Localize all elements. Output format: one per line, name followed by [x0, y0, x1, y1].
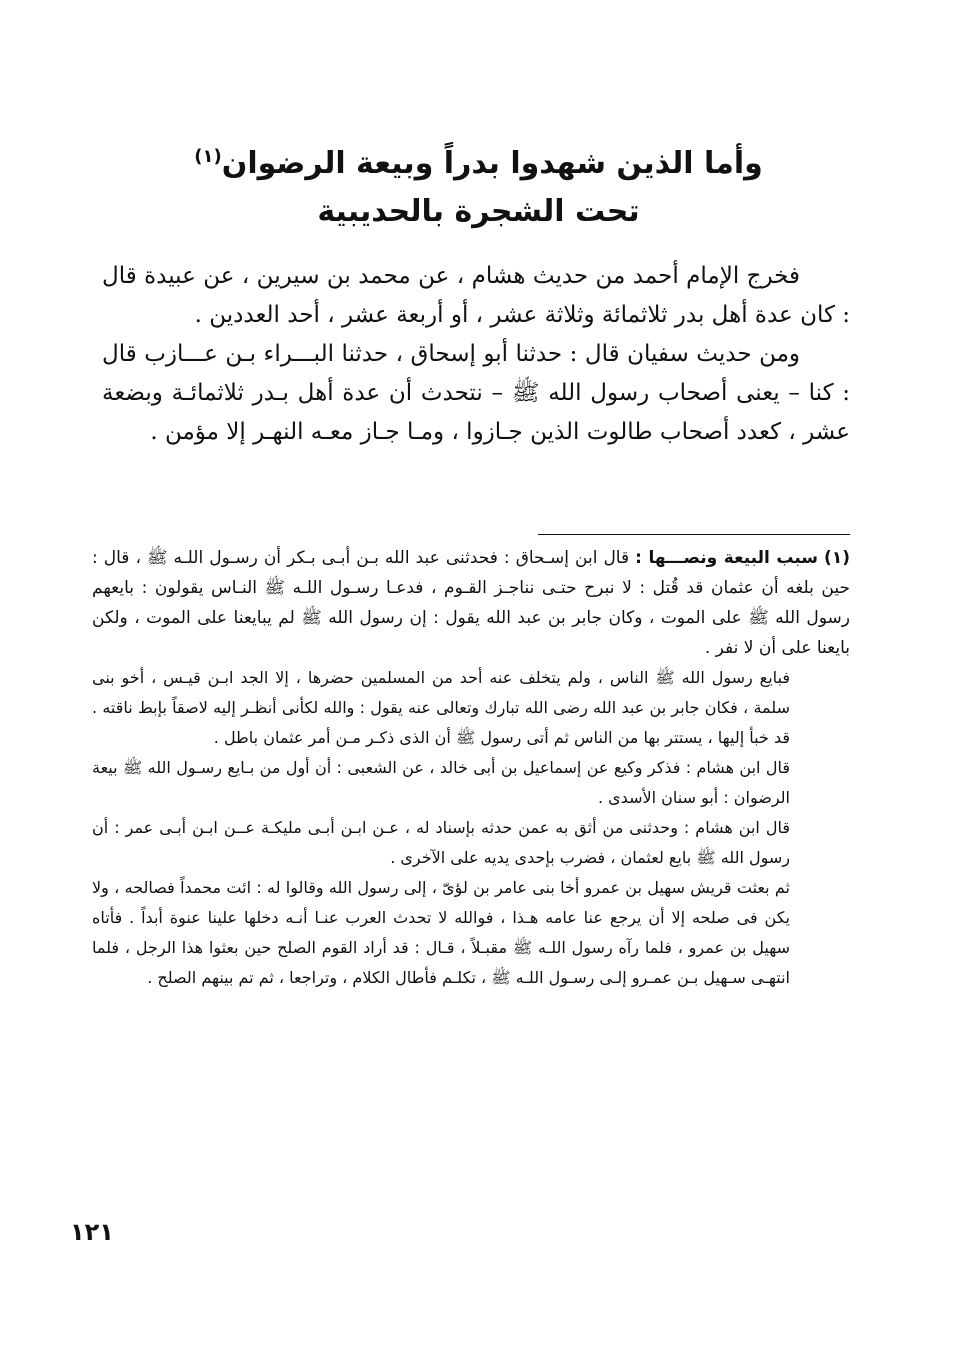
footnote-paragraph-3: قال ابن هشام : فذكر وكيع عن إسماعيل بن أبى خالد ، عن الشعبى : أن أول من بـايع رسـول الله ﷺ بيعة الرضوان : أبو سنان الأسدى . — [92, 758, 790, 807]
chapter-title-line-1 — [0, 140, 957, 188]
main-paragraph-2: ومن حديث سفيان قال : حدثنا أبو إسحاق ، حدثنا البـــراء بـن عـــازب قال : كنا – يعنى أصحاب رسول الله ﷺ – نتحدث أن عدة أهل بـدر ثلاثمائـة وبضعة عشر ، كعدد أصحاب طالوت الذين جـازوا ، ومـا جـاز معـه النهـر إلا مؤمن . — [102, 341, 850, 445]
footnote-number: (١) — [824, 548, 850, 568]
footnote-paragraph-1: قال ابن إسـحاق : فحدثنى عبد الله بـن أبـى بـكر أن رسـول اللـه ﷺ ، قال : حين بلغه أن عثمان قد قُتل : لا نبرح حتـى نناجـز القـوم ، فدعـا رسـول اللـه ﷺ النـاس يقولون : بايعهم رسول الله ﷺ على الموت ، وكان جابر بن عبد الله يقول : إن رسول الله ﷺ لم يبايعنا على الموت ، ولكن بايعنا على أن لا نفر . — [92, 548, 850, 658]
footnote-paragraph-2: فبايع رسول الله ﷺ الناس ، ولم يتخلف عنه أحد من المسلمين حضرها ، إلا الجد ابـن قيـس ، أخو بنى سلمة ، فكان جابر بن عبد الله رضى الله تبارك وتعالى عنه يقول : والله لكأنى أنظـر إليه لاصقاً بإبط ناقته . قد خبأ إليها ، يستتر بها من الناس ثم أتى رسول ﷺ أن الذى ذكـر مـن أمر عثمان باطل . — [92, 668, 790, 747]
footnote-1 — [92, 543, 850, 663]
footnote-divider — [538, 534, 850, 535]
page-number: ١٢١ — [70, 1218, 114, 1246]
chapter-title — [0, 140, 957, 236]
chapter-title-line-2: تحت الشجرة بالحديبية — [317, 194, 640, 229]
main-text — [102, 257, 850, 452]
footnote-paragraph-5: ثم بعثت قريش سهيل بن عمرو أخا بنى عامر بن لؤىّ ، إلى رسول الله وقالوا له : ائت محمداً فصالحه ، ولا يكن فى صلحه إلا أن يرجع عنا عامه هـذا ، فوالله لا تحدث العرب عنـا أنـه دخلها علينا عنوة أبداً . فأتاه سهيل بن عمرو ، فلما رآه رسول اللـه ﷺ مقبـلاً ، قـال : قد أراد القوم الصلح حين بعثوا هذا الرجل ، فلما انتهـى سـهيل بـن عمـرو إلـى رسـول اللـه ﷺ ، تكلـم فأطال الكلام ، وتراجعا ، ثم تم بينهم الصلح . — [92, 878, 790, 987]
chapter-title-text: وأما الذين شهدوا بدراً وبيعة الرضوان — [221, 146, 763, 181]
main-paragraph-1: فخرج الإمام أحمد من حديث هشام ، عن محمد بن سيرين ، عن عبيدة قال : كان عدة أهل بدر ثلاثمائة وثلاثة عشر ، أو أربعة عشر ، أحد العددين . — [102, 263, 850, 328]
footnote-heading: سبب البيعة ونصـــها : — [635, 548, 818, 568]
footnote-reference: (١) — [194, 146, 222, 167]
footnote-paragraph-4: قال ابن هشام : وحدثنى من أثق به عمن حدثه بإسناد له ، عـن ابـن أبـى مليكـة عــن ابـن أبـى عمر : أن رسول الله ﷺ بايع لعثمان ، فضرب بإحدى يديه على الآخرى . — [92, 818, 790, 867]
footnotes — [92, 543, 850, 993]
